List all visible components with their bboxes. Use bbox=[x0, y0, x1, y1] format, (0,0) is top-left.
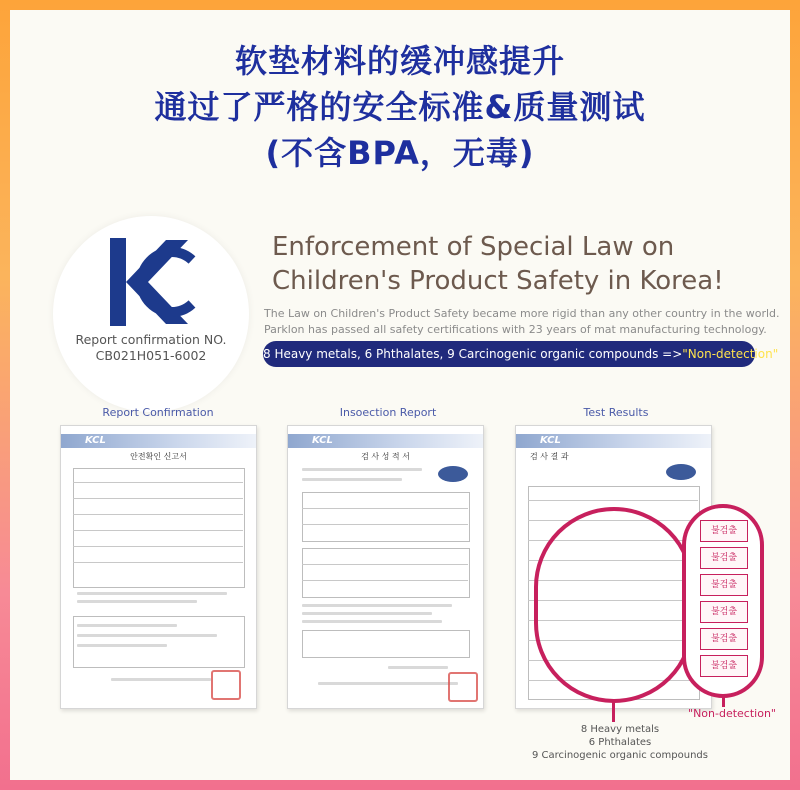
headline bbox=[10, 38, 790, 176]
non-detection-cell: 불검출 bbox=[700, 628, 748, 650]
content-panel bbox=[10, 10, 790, 780]
doc1-title: 안전확인 신고서 bbox=[130, 452, 187, 461]
non-detection-label: "Non-detection" bbox=[688, 707, 776, 720]
kc-certification-logo bbox=[106, 234, 196, 330]
report-confirmation bbox=[53, 332, 249, 364]
doc1-table bbox=[73, 468, 245, 588]
report-confirmation-document bbox=[60, 425, 257, 709]
doc1-caption: Report Confirmation bbox=[102, 406, 214, 419]
pill-main-text: 8 Heavy metals, 6 Phthalates, 9 Carcinogenic organic compounds => bbox=[263, 347, 683, 361]
tested-items-highlight-ring bbox=[534, 507, 694, 703]
non-detection-cell: 불검출 bbox=[700, 655, 748, 677]
headline-line-3: (不含BPA，无毒) bbox=[265, 134, 535, 172]
pill-highlight-text: "Non-detection" bbox=[682, 347, 779, 361]
non-detection-cell: 불검출 bbox=[700, 601, 748, 623]
enforcement-title-line-2: Children's Product Safety in Korea! bbox=[272, 266, 724, 296]
doc3-caption: Test Results bbox=[583, 406, 649, 419]
note-phthalates: 6 Phthalates bbox=[588, 737, 652, 748]
report-confirmation-label: Report confirmation NO. bbox=[75, 332, 227, 347]
doc3-title: 검 사 결 과 bbox=[530, 452, 569, 461]
accreditation-stamp-icon bbox=[438, 466, 468, 482]
inspection-report-document bbox=[287, 425, 484, 709]
doc2-caption: Insoection Report bbox=[339, 406, 437, 419]
note-carcinogenic: 9 Carcinogenic organic compounds bbox=[532, 750, 708, 761]
tested-items-notes bbox=[530, 723, 710, 762]
doc2-title: 검 사 성 적 서 bbox=[361, 452, 410, 461]
enforcement-title bbox=[272, 230, 772, 298]
non-detection-cell: 불검출 bbox=[700, 574, 748, 596]
non-detection-pill bbox=[263, 341, 779, 367]
enforcement-title-line-1: Enforcement of Special Law on bbox=[272, 232, 675, 262]
kcl-logo: KCL bbox=[85, 435, 106, 446]
report-confirmation-number: CB021H051-6002 bbox=[95, 348, 207, 363]
headline-line-2: 通过了严格的安全标准&质量测试 bbox=[154, 88, 646, 126]
headline-line-1: 软垫材料的缓冲感提升 bbox=[234, 42, 565, 80]
enforcement-description bbox=[264, 306, 780, 338]
red-seal-icon bbox=[448, 672, 478, 702]
enforcement-description-line-1: The Law on Children's Product Safety became more rigid than any other country in the world. bbox=[264, 307, 780, 320]
non-detection-cell: 불검출 bbox=[700, 520, 748, 542]
connector-line bbox=[722, 697, 725, 707]
non-detection-cell: 불검출 bbox=[700, 547, 748, 569]
note-heavy-metals: 8 Heavy metals bbox=[580, 724, 660, 735]
red-seal-icon bbox=[211, 670, 241, 700]
kc-badge bbox=[53, 216, 249, 412]
kcl-logo: KCL bbox=[312, 435, 333, 446]
accreditation-stamp-icon bbox=[666, 464, 696, 480]
enforcement-description-line-2: Parklon has passed all safety certifications with 23 years of mat manufacturing technology. bbox=[264, 323, 767, 336]
kcl-logo: KCL bbox=[540, 435, 561, 446]
connector-line bbox=[612, 702, 615, 722]
